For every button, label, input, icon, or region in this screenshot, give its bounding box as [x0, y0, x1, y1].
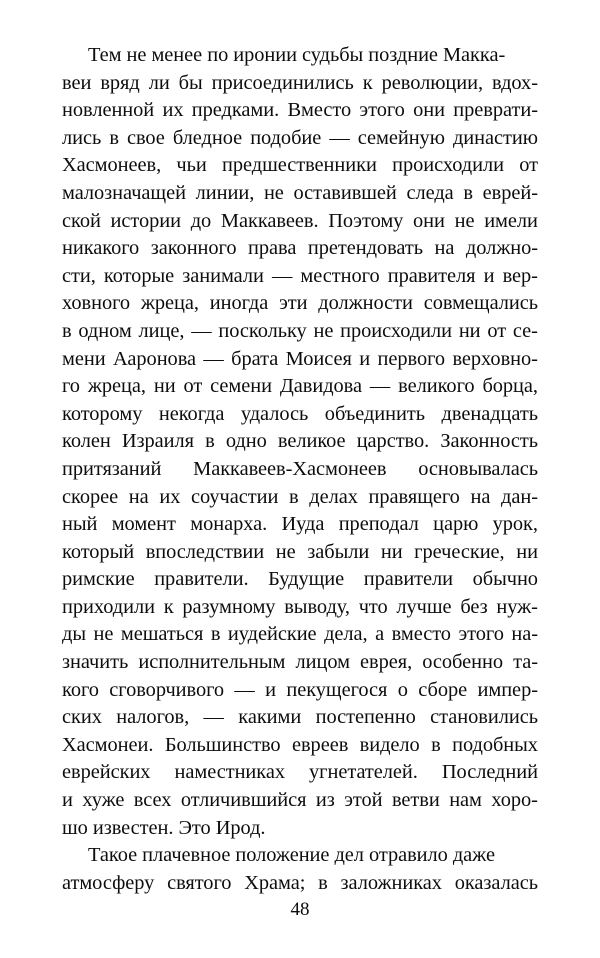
word: законного	[150, 237, 237, 260]
word: царю	[433, 513, 479, 536]
word: —	[203, 706, 224, 729]
word: ховного	[62, 292, 131, 315]
word: династию	[452, 126, 538, 149]
text-line	[62, 208, 538, 236]
text-line	[62, 290, 538, 318]
word: сговорчивого	[109, 678, 225, 701]
word: Ааронова	[113, 347, 197, 370]
word: претендовать	[307, 237, 423, 260]
word: иногда	[209, 292, 269, 315]
word: лучше	[396, 595, 452, 618]
word: должности	[318, 292, 413, 315]
word: постепенно	[315, 706, 416, 729]
word: линии,	[195, 181, 255, 204]
word: отличившийся	[180, 789, 307, 812]
word: римские	[62, 568, 135, 591]
word: в	[205, 430, 215, 453]
word: Хасмонеев,	[62, 154, 162, 177]
word: в	[210, 623, 221, 646]
text-line	[62, 373, 538, 401]
word: одном	[78, 319, 132, 342]
word: —	[234, 678, 255, 701]
text-line	[62, 704, 538, 732]
word: —	[271, 264, 293, 287]
page-number: 48	[290, 899, 310, 920]
word: забыли	[307, 540, 370, 563]
word: они	[413, 209, 445, 232]
text-line	[62, 621, 538, 649]
text-line: Такое плачевное положение дел отравило даже	[88, 844, 495, 867]
word: не	[275, 540, 296, 563]
word: наместниках	[174, 761, 285, 784]
word: первого	[377, 347, 446, 370]
word: не	[93, 623, 114, 646]
word: одно	[225, 430, 267, 453]
word: бледное	[172, 126, 243, 149]
word: скорее	[62, 485, 119, 508]
text-line	[62, 152, 538, 180]
text-line	[62, 263, 538, 291]
word: занимали	[182, 264, 264, 287]
word: сборе	[418, 678, 468, 701]
word: сти,	[62, 264, 96, 287]
word: семени	[210, 375, 272, 398]
word: ветви	[391, 789, 440, 812]
word: присоединились	[211, 71, 354, 94]
word: оставившей	[293, 181, 397, 204]
word: никакого	[62, 237, 140, 260]
word: —	[203, 347, 224, 370]
word: на-	[511, 623, 538, 646]
word: права	[248, 237, 297, 260]
word: ли	[148, 71, 170, 94]
word: всех	[133, 789, 172, 812]
word: местного	[300, 264, 380, 287]
word: верховно-	[452, 347, 538, 370]
word: от	[183, 375, 203, 398]
text-line	[62, 566, 538, 594]
word: к	[362, 71, 373, 94]
word: на	[434, 237, 455, 260]
word: и	[483, 264, 495, 287]
word: который	[62, 540, 135, 563]
word: хоро-	[491, 789, 538, 812]
word: жреца,	[87, 375, 146, 398]
word: правителя	[387, 264, 476, 287]
word: без	[460, 595, 488, 618]
word: из	[315, 789, 335, 812]
word: семейную	[357, 126, 445, 149]
text-line	[62, 97, 538, 125]
word: делах	[309, 485, 358, 508]
word: исполнительным	[138, 651, 286, 674]
word: святого	[167, 871, 232, 894]
word: к	[163, 595, 174, 618]
word: чьи	[176, 154, 207, 177]
text-line: шо известен. Это Ирод.	[62, 816, 266, 839]
word: вер-	[502, 264, 538, 287]
word: —	[329, 126, 350, 149]
word: которому	[62, 402, 143, 425]
word: вместо	[391, 623, 451, 646]
word: Израиля	[121, 430, 194, 453]
text-line	[62, 318, 538, 346]
text-line	[62, 649, 538, 677]
word: которые	[103, 264, 175, 287]
word: Храма;	[244, 871, 306, 894]
word: выводу,	[284, 595, 350, 618]
word: кого	[62, 678, 99, 701]
word: видело	[359, 733, 420, 756]
text-line	[62, 484, 538, 512]
word: вдох-	[492, 71, 538, 94]
word: ских	[62, 706, 102, 729]
word: свое	[126, 126, 165, 149]
word: их	[159, 485, 181, 508]
word: Будущие	[268, 568, 345, 591]
word: се-	[512, 319, 538, 342]
word: Последний	[441, 761, 538, 784]
word: предшественники	[222, 154, 377, 177]
word: Маккавеев-Хасмонеев	[193, 457, 387, 480]
word: го	[62, 375, 80, 398]
word: этого	[359, 99, 405, 122]
word: греческие,	[414, 540, 505, 563]
word: в	[62, 319, 72, 342]
word: преподал	[338, 513, 419, 536]
text-line	[62, 125, 538, 153]
word: Иуда	[281, 513, 325, 536]
word: их	[162, 99, 184, 122]
page-text-block	[62, 42, 538, 897]
word: атмосферу	[62, 871, 155, 894]
word: от	[519, 154, 538, 177]
word: правители	[363, 568, 454, 591]
word: монарха.	[190, 513, 268, 536]
word: ни	[516, 540, 538, 563]
word: совмещались	[423, 292, 538, 315]
word: этой	[344, 789, 383, 812]
word: ни	[458, 319, 481, 342]
word: угнетателей.	[309, 761, 418, 784]
word: жреца,	[140, 292, 199, 315]
word: веи	[62, 71, 92, 94]
word: еврей-	[482, 181, 538, 204]
word: основывалась	[418, 457, 538, 480]
word: Хасмонеи.	[62, 733, 154, 756]
word: разумному	[182, 595, 276, 618]
word: этого	[458, 623, 504, 646]
word: —	[369, 375, 391, 398]
word: лицом	[295, 651, 350, 674]
word: момент	[111, 513, 176, 536]
text-line	[62, 539, 538, 567]
word: великого	[398, 375, 475, 398]
word: Давидова	[279, 375, 362, 398]
word: —	[191, 319, 212, 342]
word: следа	[406, 181, 454, 204]
word: имели	[484, 209, 538, 232]
word: поскольку	[218, 319, 307, 342]
word: лись	[62, 126, 102, 149]
word: объединить	[324, 402, 426, 425]
word: какими	[238, 706, 302, 729]
word: не	[263, 181, 284, 204]
word: они	[413, 99, 445, 122]
word: ды	[62, 623, 86, 646]
text-line	[62, 759, 538, 787]
word: борца,	[482, 375, 538, 398]
word: колен	[62, 430, 111, 453]
text-line	[62, 180, 538, 208]
word: на	[470, 485, 491, 508]
word: евреев	[291, 733, 349, 756]
word: в	[318, 871, 328, 894]
word: предками.	[191, 99, 280, 122]
word: революции,	[381, 71, 484, 94]
word: пекущегося	[286, 678, 388, 701]
word: от	[487, 319, 507, 342]
word: о	[397, 678, 408, 701]
word: двенадцать	[441, 402, 538, 425]
word: еврея,	[360, 651, 413, 674]
word: не	[454, 209, 475, 232]
text-line	[62, 70, 538, 98]
word: истории	[110, 209, 182, 232]
word: должно-	[465, 237, 538, 260]
word: в	[289, 485, 299, 508]
word: Большинство	[164, 733, 281, 756]
word: мени	[62, 347, 106, 370]
word: налогов,	[116, 706, 190, 729]
word: происходили	[392, 154, 504, 177]
text-line	[62, 594, 538, 622]
word: до	[190, 209, 212, 232]
word: некогда	[158, 402, 225, 425]
word: бы	[178, 71, 203, 94]
text-line	[62, 870, 538, 898]
word: обычно	[472, 568, 538, 591]
text-line	[62, 456, 538, 484]
word: правящего	[368, 485, 460, 508]
text-line	[62, 235, 538, 263]
word: и	[265, 678, 276, 701]
word: ни	[380, 540, 403, 563]
word: приходили	[62, 595, 155, 618]
text-line	[62, 346, 538, 374]
word: преврати-	[453, 99, 538, 122]
text-line	[62, 511, 538, 539]
word: Вместо	[287, 99, 352, 122]
word: иудейские	[227, 623, 317, 646]
word: особенно	[422, 651, 503, 674]
word: брата	[231, 347, 279, 370]
word: правители.	[154, 568, 249, 591]
word: не	[313, 319, 334, 342]
word: импер-	[477, 678, 538, 701]
word: нам	[449, 789, 482, 812]
word: эти	[279, 292, 308, 315]
text-line	[62, 732, 538, 760]
word: малозначащей	[62, 181, 186, 204]
word: происходили	[340, 319, 453, 342]
word: значить	[62, 651, 129, 674]
word: подобие	[250, 126, 322, 149]
word: ской	[62, 209, 101, 232]
word: нуж-	[496, 595, 538, 618]
word: заложниках	[340, 871, 442, 894]
word: вряд	[100, 71, 140, 94]
word: та-	[513, 651, 538, 674]
text-line	[62, 401, 538, 429]
text-line: Тем не менее по иронии судьбы поздние Макка-	[88, 44, 506, 66]
word: становились	[430, 706, 538, 729]
text-line	[62, 787, 538, 815]
word: новленной	[62, 99, 155, 122]
word: и	[62, 789, 73, 812]
word: дела,	[324, 623, 368, 646]
word: Законность	[440, 430, 538, 453]
text-line	[62, 428, 538, 456]
word: в	[463, 181, 473, 204]
word: великое	[277, 430, 346, 453]
word: еврейских	[62, 761, 151, 784]
word: и	[359, 347, 371, 370]
word: а	[375, 623, 385, 646]
word: в	[431, 733, 441, 756]
word: Моисея	[285, 347, 352, 370]
word: оказалась	[454, 871, 538, 894]
word: подобных	[452, 733, 538, 756]
word: Маккавеев.	[220, 209, 319, 232]
word: что	[358, 595, 388, 618]
word: в	[109, 126, 119, 149]
word: мешаться	[120, 623, 204, 646]
word: урок,	[492, 513, 538, 536]
word: удалось	[240, 402, 309, 425]
word: притязаний	[62, 457, 162, 480]
word: царство.	[356, 430, 430, 453]
word: соучастии	[191, 485, 279, 508]
word: впоследствии	[145, 540, 265, 563]
text-line	[62, 677, 538, 705]
word: дан-	[501, 485, 538, 508]
word: на	[128, 485, 149, 508]
word: хуже	[82, 789, 125, 812]
word: Поэтому	[328, 209, 404, 232]
word: ный	[62, 513, 98, 536]
word: лице,	[138, 319, 185, 342]
word: ни	[153, 375, 176, 398]
